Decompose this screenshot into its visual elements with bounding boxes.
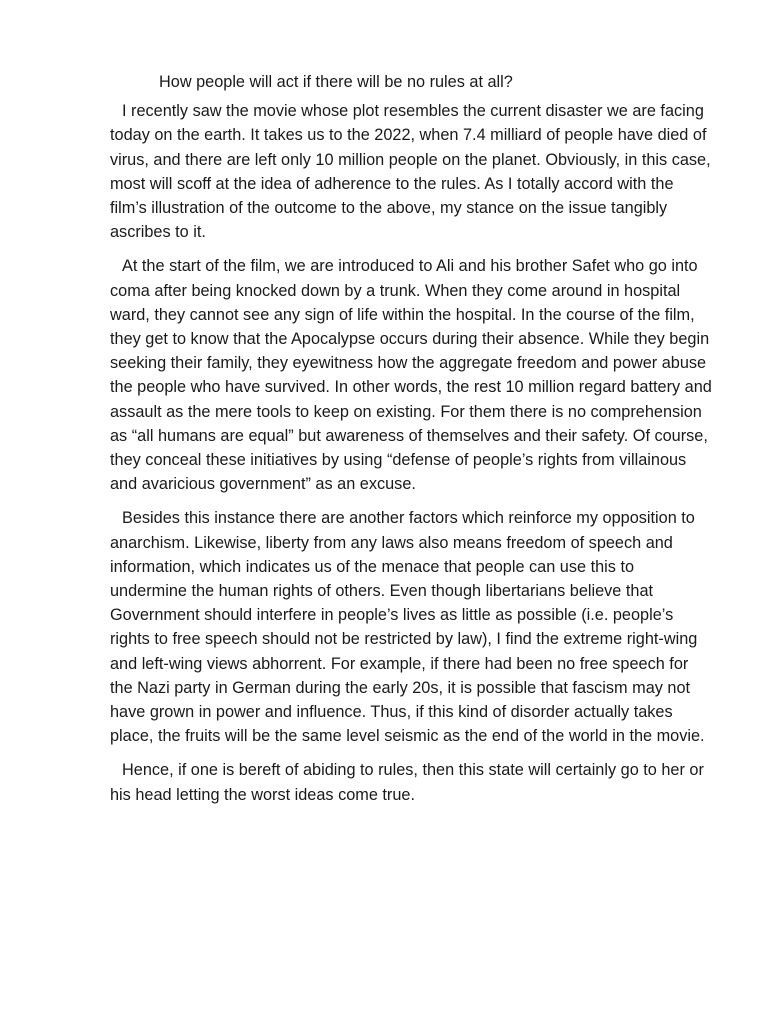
paragraph-conclusion: Hence, if one is bereft of abiding to rules, then this state will certainly go to her or his head letting the worst ideas come true. (110, 761, 704, 804)
document-page (110, 70, 714, 817)
paragraph-anarchism: Besides this instance there are another factors which reinforce my opposition to anarchism. Likewise, liberty from any laws also means freedom of speech and information, which indicates us of the menace that people can use this to undermine the human rights of others. Even though libertarians believe that Government should interfere in people’s lives as little as possible (i.e. people’s rights to free speech should not be restricted by law), I find the extreme right-wing and left-wing views abhorrent. For example, if there had been no free speech for the Nazi party in German during the early 20s, it is possible that fascism may not have grown in power and influence. Thus, if this kind of disorder actually takes place, the fruits will be the same level seismic as the end of the world in the movie. (110, 509, 705, 746)
paragraph-film-plot: At the start of the film, we are introduced to Ali and his brother Safet who go into coma after being knocked down by a trunk. When they come around in hospital ward, they cannot see any sign of life within the hospital. In the course of the film, they get to know that the Apocalypse occurs during their absence. While they begin seeking their family, they eyewitness how the aggregate freedom and power abuse the people who have survived. In other words, the rest 10 million regard battery and assault as the mere tools to keep on existing. For them there is no comprehension as “all humans are equal” but awareness of themselves and their safety. Of course, they conceal these initiatives by using “defense of people’s rights from villainous and avaricious government” as an excuse. (110, 257, 712, 494)
document-title: How people will act if there will be no rules at all? (159, 73, 513, 91)
paragraph-intro: I recently saw the movie whose plot resembles the current disaster we are facing today on the earth. It takes us to the 2022, when 7.4 milliard of people have died of virus, and there are left only 10 million people on the planet. Obviously, in this case, most will scoff at the idea of adherence to the rules. As I totally accord with the film’s illustration of the outcome to the above, my stance on the issue tangibly ascribes to it. (110, 102, 711, 242)
